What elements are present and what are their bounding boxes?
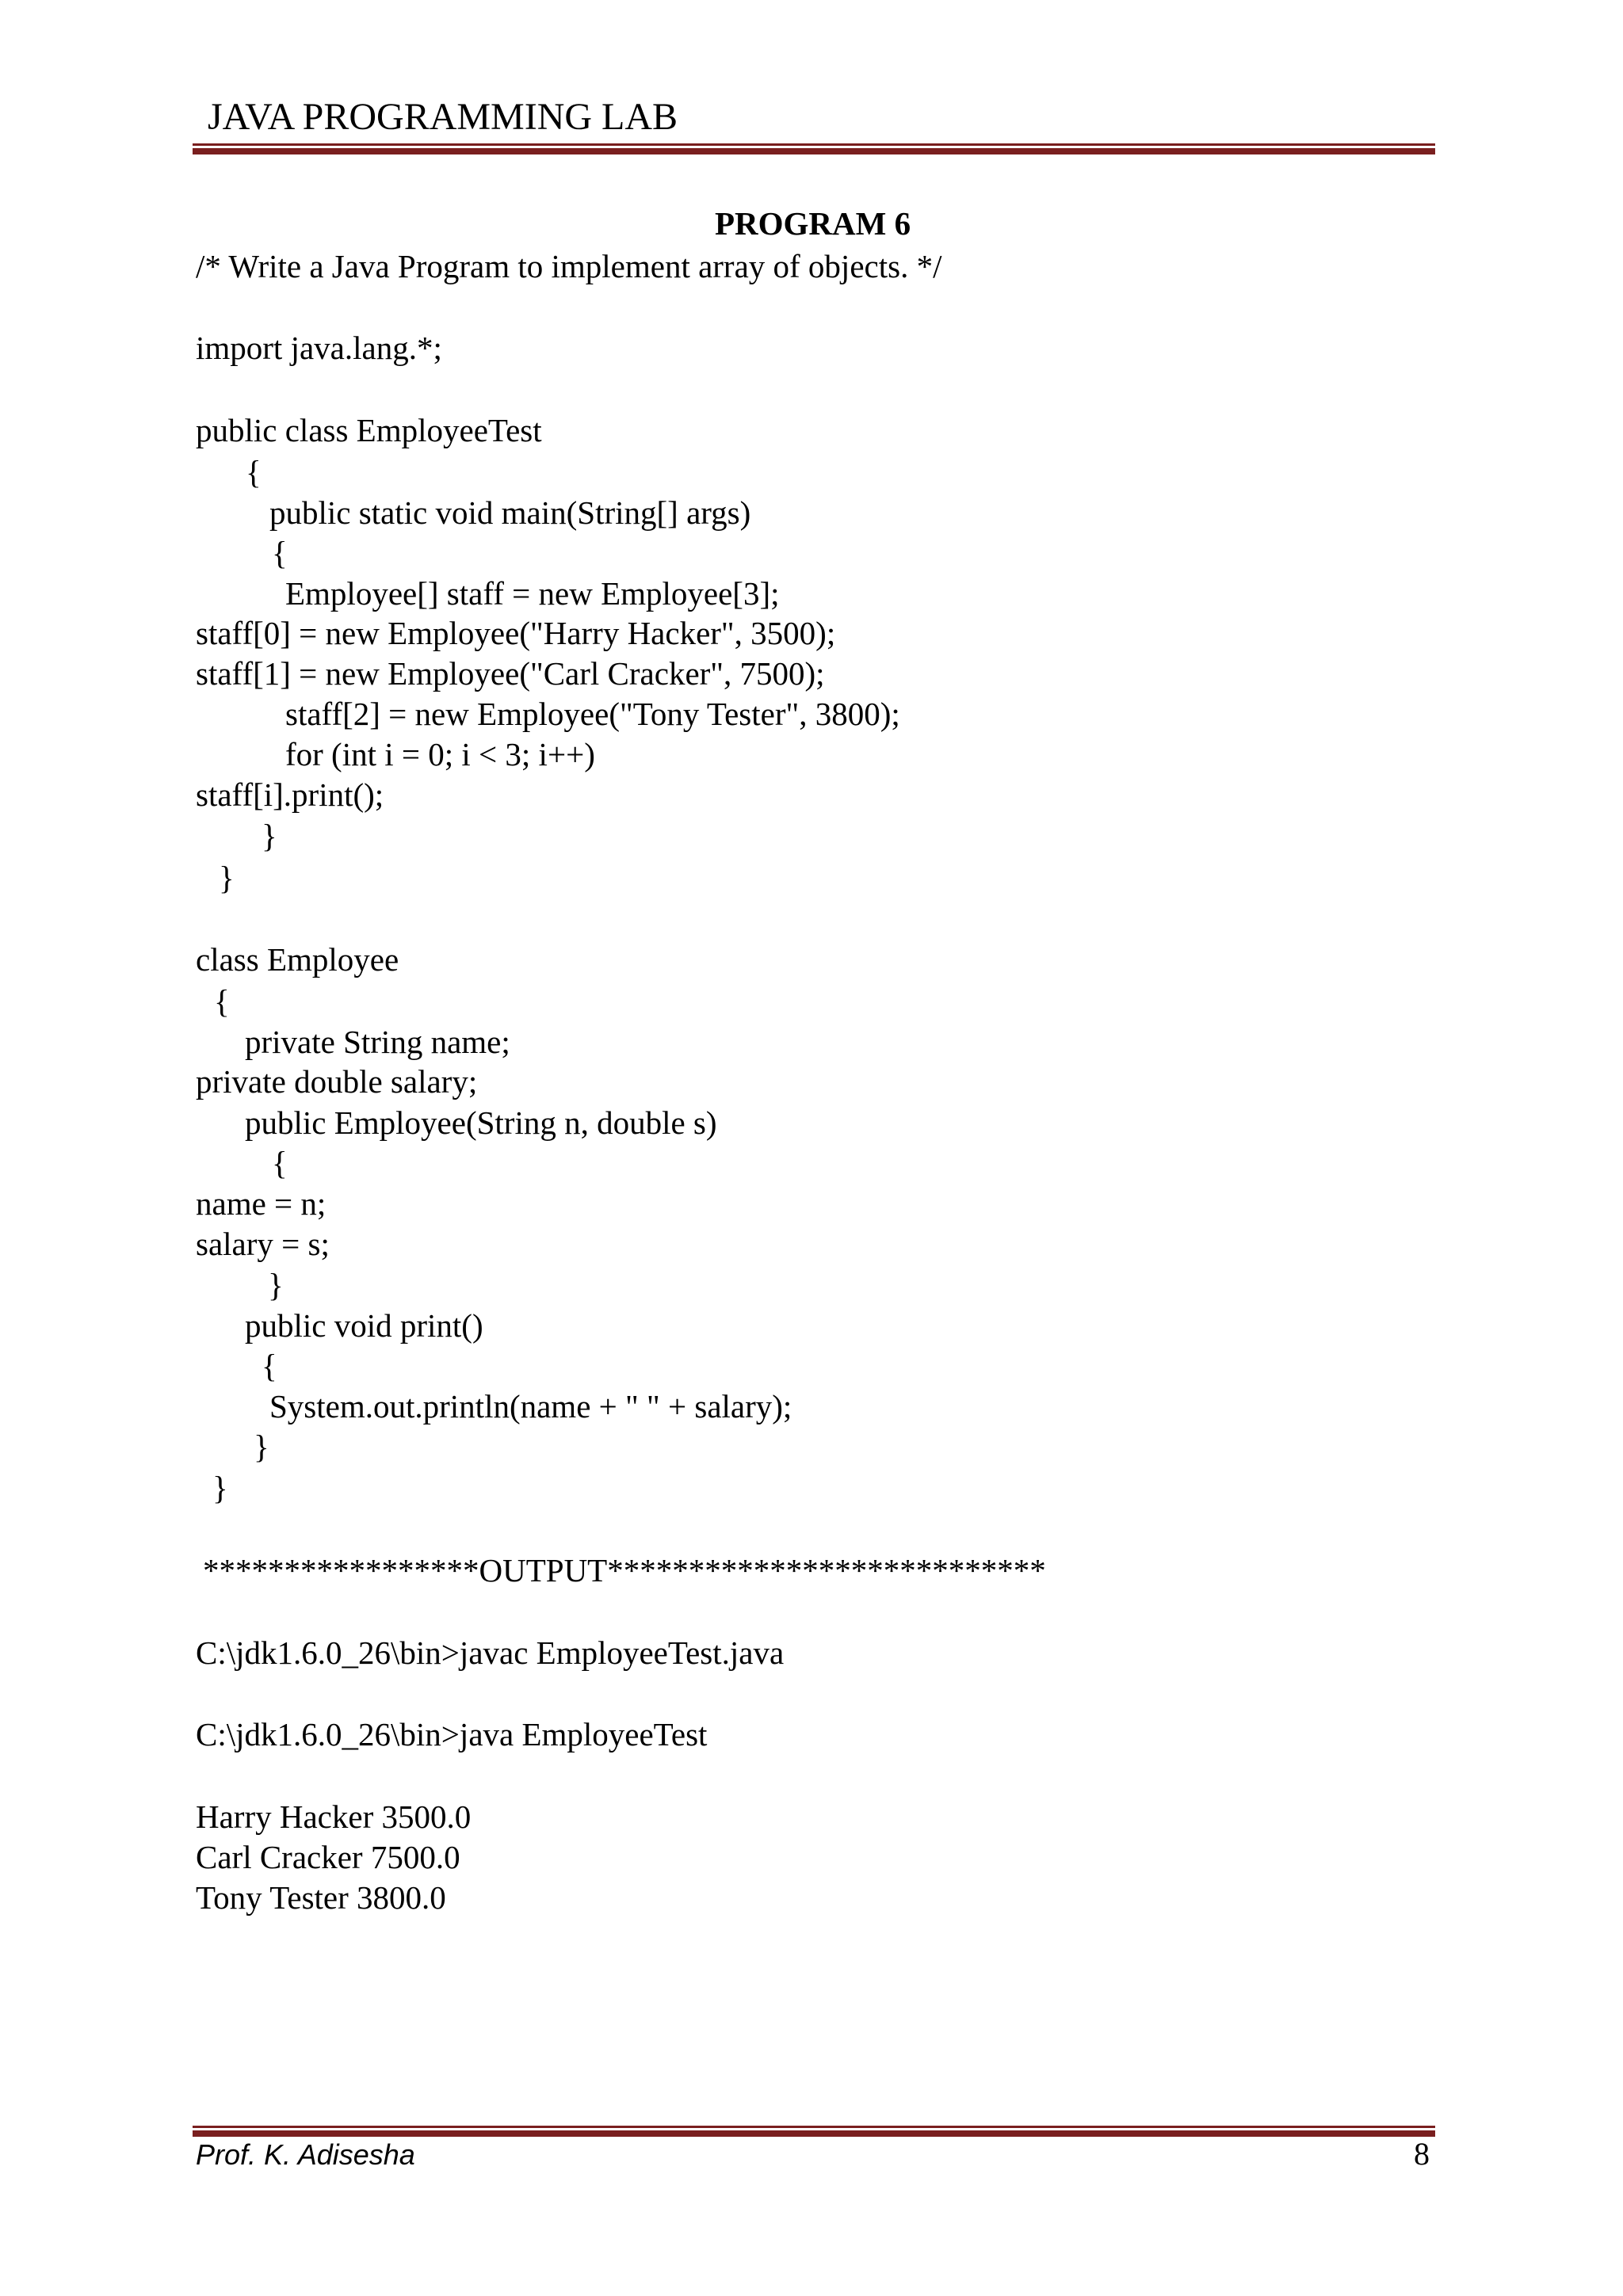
program-title: PROGRAM 6	[715, 205, 911, 242]
code-line: {	[246, 454, 262, 490]
code-line: staff[0] = new Employee("Harry Hacker", 3500);	[196, 615, 836, 651]
code-line: name = n;	[196, 1185, 327, 1222]
code-line: }	[262, 818, 277, 854]
code-line: System.out.println(name + " " + salary);	[269, 1388, 792, 1425]
code-line: }	[268, 1267, 284, 1303]
code-line: public static void main(String[] args)	[269, 494, 751, 531]
code-line: {	[214, 983, 230, 1020]
output-banner: *****************OUTPUT***************************	[203, 1552, 1046, 1589]
code-line: for (int i = 0; i < 3; i++)	[285, 736, 595, 772]
code-line: public void print()	[245, 1307, 483, 1344]
comment-line: /* Write a Java Program to implement array of objects. */	[196, 248, 942, 284]
code-line: public class EmployeeTest	[196, 412, 542, 448]
code-line: {	[262, 1348, 277, 1384]
header-title: JAVA PROGRAMMING LAB	[208, 96, 678, 138]
code-line: private double salary;	[196, 1063, 478, 1100]
code-line: staff[i].print();	[196, 776, 384, 813]
output-line: Harry Hacker 3500.0	[196, 1798, 472, 1835]
code-line: salary = s;	[196, 1226, 330, 1262]
footer-rule	[193, 2126, 1435, 2137]
code-line: private String name;	[245, 1024, 510, 1060]
console-line: C:\jdk1.6.0_26\bin>java EmployeeTest	[196, 1716, 708, 1753]
code-line: {	[272, 535, 288, 571]
code-line: class Employee	[196, 941, 399, 978]
code-line: staff[2] = new Employee("Tony Tester", 3800);	[285, 696, 900, 732]
code-line: Employee[] staff = new Employee[3];	[285, 575, 780, 612]
console-line: C:\jdk1.6.0_26\bin>javac EmployeeTest.java	[196, 1634, 785, 1671]
code-line: import java.lang.*;	[196, 330, 442, 366]
code-line: {	[272, 1145, 288, 1181]
output-line: Carl Cracker 7500.0	[196, 1839, 460, 1875]
output-line: Tony Tester 3800.0	[196, 1879, 446, 1916]
header-rule	[193, 143, 1435, 154]
page-number: 8	[1414, 2136, 1430, 2172]
code-line: }	[212, 1470, 228, 1506]
footer-author: Prof. K. Adisesha	[196, 2138, 415, 2171]
code-line: public Employee(String n, double s)	[245, 1104, 717, 1141]
code-line: }	[254, 1428, 269, 1465]
code-line: staff[1] = new Employee("Carl Cracker", 7500);	[196, 655, 825, 692]
code-line: }	[219, 860, 235, 896]
